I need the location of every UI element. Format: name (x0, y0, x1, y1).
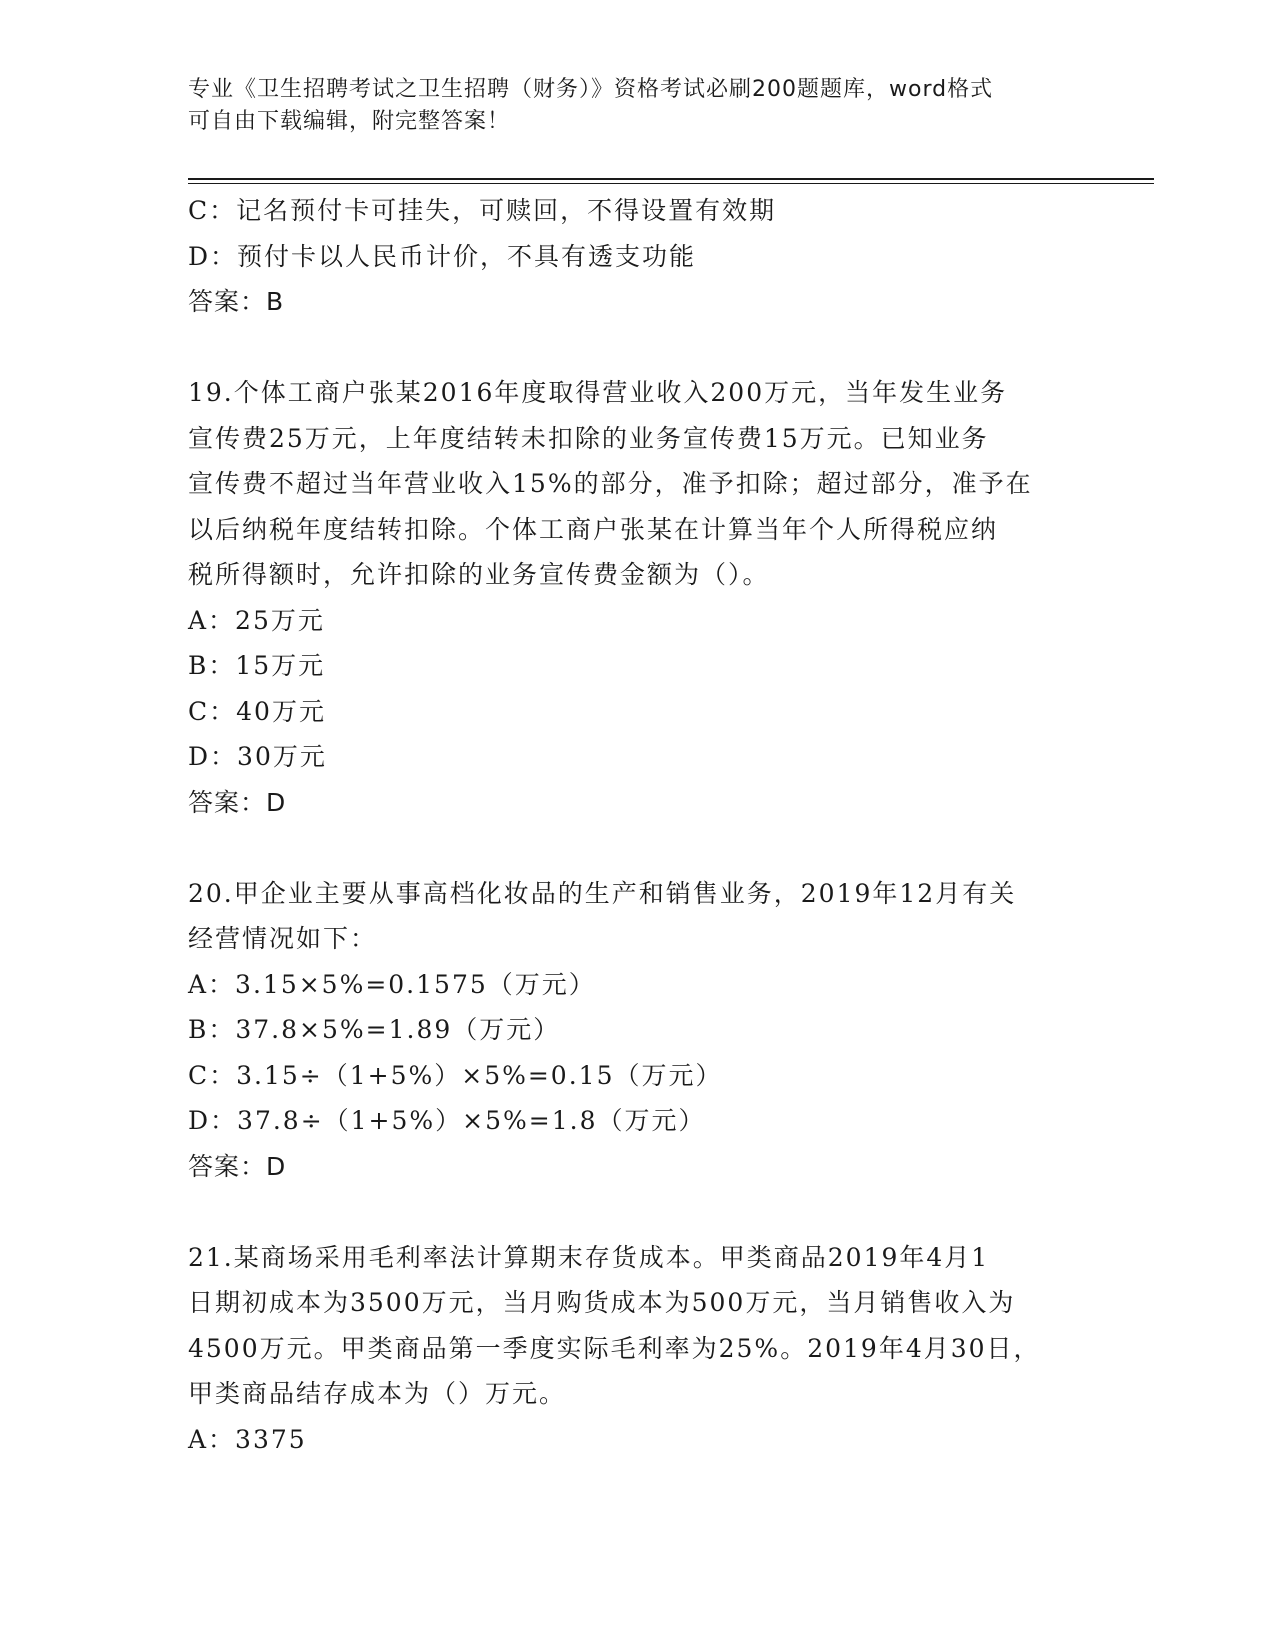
header-divider-thin (188, 183, 1154, 184)
document-header (188, 74, 1068, 138)
question-stem-line: 19.个体工商户张某2016年度取得营业收入200万元，当年发生业务 (188, 378, 1008, 407)
answer-label: 答案：D (188, 1151, 287, 1181)
answer-label: 答案：B (188, 287, 285, 316)
question-stem-line: 20.甲企业主要从事高档化妆品的生产和销售业务，2019年12月有关 (188, 878, 1017, 908)
option-a: A：3.15×5%=0.1575（万元） (188, 969, 596, 999)
question-stem-line: 宣传费不超过当年营业收入15%的部分，准予扣除；超过部分，准予在 (188, 469, 1033, 498)
option-c: C：记名预付卡可挂失，可赎回，不得设置有效期 (188, 196, 777, 225)
option-d: D：37.8÷（1+5%）×5%=1.8（万元） (188, 1106, 706, 1135)
option-c: C：3.15÷（1+5%）×5%=0.15（万元） (188, 1060, 723, 1090)
spacer (188, 1189, 1088, 1235)
option-b: B：15万元 (188, 651, 326, 680)
question-stem-line: 以后纳税年度结转扣除。个体工商户张某在计算当年个人所得税应纳 (188, 514, 999, 544)
header-divider-thick (188, 178, 1154, 180)
option-d: D：30万元 (188, 742, 327, 771)
question-18-tail (188, 188, 1088, 325)
question-stem-line: 日期初成本为3500万元，当月购货成本为500万元，当月销售收入为 (188, 1288, 1016, 1317)
answer-label: 答案：D (188, 787, 287, 817)
question-stem-line: 宣传费25万元，上年度结转未扣除的业务宣传费15万元。已知业务 (188, 423, 989, 453)
option-b: B：37.8×5%=1.89（万元） (188, 1015, 561, 1044)
question-21 (188, 1235, 1088, 1463)
question-stem-line: 甲类商品结存成本为（）万元。 (188, 1379, 567, 1408)
option-a: A：25万元 (188, 605, 325, 635)
question-stem-line: 经营情况如下： (188, 924, 378, 953)
question-19 (188, 370, 1088, 825)
spacer (188, 325, 1088, 371)
option-c: C：40万元 (188, 696, 326, 726)
spacer (188, 825, 1088, 871)
option-a: A：3375 (188, 1424, 307, 1454)
question-20 (188, 871, 1088, 1190)
header-line-1: 专业《卫生招聘考试之卫生招聘（财务）》资格考试必刷200题题库，word格式 (188, 77, 994, 102)
option-d: D：预付卡以人民币计价，不具有透支功能 (188, 241, 697, 271)
question-stem-line: 4500万元。甲类商品第一季度实际毛利率为25%。2019年4月30日， (188, 1333, 1041, 1363)
header-line-2: 可自由下载编辑，附完整答案！ (188, 109, 511, 134)
question-stem-line: 税所得额时，允许扣除的业务宣传费金额为（）。 (188, 560, 770, 589)
document-body (188, 188, 1088, 1462)
question-stem-line: 21.某商场采用毛利率法计算期末存货成本。甲类商品2019年4月1 (188, 1242, 990, 1272)
